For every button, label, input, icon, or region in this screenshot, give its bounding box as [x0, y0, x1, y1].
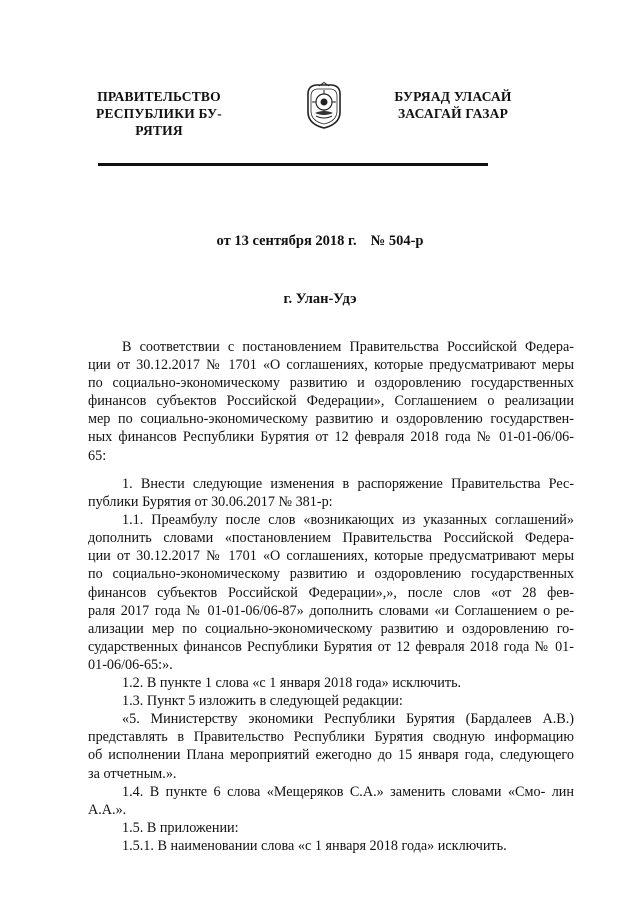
text-line: мер по социально-экономическому развитию и оздоровлению государствен- — [88, 411, 574, 428]
preamble-paragraph — [88, 338, 574, 465]
order-number: № 504-р — [370, 233, 424, 249]
text-line: А.А.». — [88, 801, 127, 818]
text-line: 1.4. В пункте 6 слова «Мещеряков С.А.» заменить словами «Смо- лин — [122, 783, 574, 800]
text-line: 1. Внести следующие изменения в распоряжение Правительства Рес- — [122, 476, 574, 492]
order-line — [0, 233, 640, 250]
text-line: ализации мер по социально-экономическому развитию и оздоровлению го- — [88, 620, 574, 637]
text-line: финансов субъектов Российской Федерации», Соглашением о реализации — [88, 393, 574, 410]
text-line: сударственных финансов Республики Бурятия от 12 февраля 2018 года № 01- — [88, 638, 574, 655]
text-line: «5. Министерству экономики Республики Бурятия (Бардалеев А.В.) — [122, 711, 574, 728]
text-line: 1.2. В пункте 1 слова «с 1 января 2018 года» исключить. — [122, 675, 462, 692]
text-line: 01-06/06-65:». — [88, 656, 173, 673]
text-line: финансов субъектов Российской Федерации»,», после слов «от 28 фев- — [88, 584, 574, 601]
order-date: от 13 сентября 2018 г. — [216, 233, 357, 249]
text-line: публики Бурятия от 30.06.2017 № 381-р: — [88, 494, 333, 511]
header-right-line: БУРЯАД УЛАСАЙ — [394, 89, 512, 104]
body-text — [88, 475, 574, 855]
text-line: ции от 30.12.2017 № 1701 «О соглашениях, которые предусматривают меры — [88, 548, 574, 565]
header-left-line: ПРАВИТЕЛЬСТВО — [97, 89, 221, 104]
text-line: представлять в Правительство Республики Бурятия сводную информацию — [88, 729, 574, 746]
header-right-line: ЗАСАГАЙ ГАЗАР — [397, 106, 509, 121]
coat-of-arms-icon — [304, 82, 344, 130]
header-left-line: РЕСПУБЛИКИ БУ- — [96, 106, 222, 121]
text-line: дополнить словами «постановлением Правительства Российской Федера- — [88, 530, 574, 547]
text-line: за отчетным.». — [88, 765, 177, 782]
text-line: 65: — [88, 447, 107, 464]
text-line: ных финансов Республики Бурятия от 12 февраля 2018 года № 01-01-06/06- — [88, 429, 574, 446]
header-left-line: РЯТИЯ — [135, 123, 183, 138]
text-line: В соответствии с постановлением Правительства Российской Федера- — [122, 339, 574, 355]
government-name-russian — [84, 88, 234, 139]
text-line: 1.1. Преамбулу после слов «возникающих из указанных соглашений» — [122, 512, 574, 529]
text-line: 1.5.1. В наименовании слова «с 1 января 2018 года» исключить. — [122, 837, 507, 854]
header-divider — [98, 163, 488, 166]
text-line: ции от 30.12.2017 № 1701 «О соглашениях, которые предусматривают меры — [88, 357, 574, 374]
text-line: об исполнении Плана мероприятий ежегодно до 15 января года, следующего — [88, 747, 574, 764]
city-name: г. Улан-Удэ — [283, 291, 357, 307]
government-name-buryat — [378, 88, 528, 122]
text-line: 1.3. Пункт 5 изложить в следующей редакции: — [122, 693, 403, 710]
text-line: 1.5. В приложении: — [122, 819, 239, 836]
text-line: по социально-экономическому развитию и оздоровлению государственных — [88, 375, 574, 392]
text-line: по социально-экономическому развитию и оздоровлению государственных — [88, 566, 574, 583]
text-line: раля 2017 года № 01-01-06/06-87» дополнить словами «и Соглашением о ре- — [88, 602, 574, 619]
